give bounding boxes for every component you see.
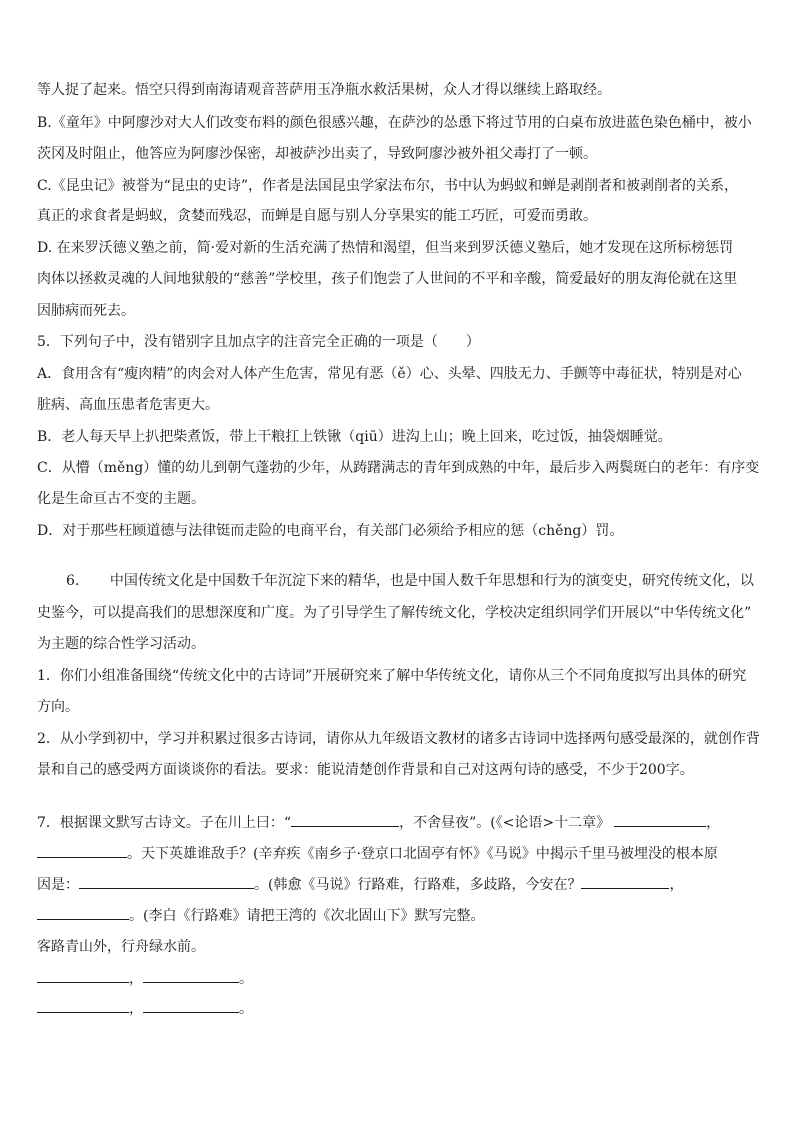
punctuation: 。 — [239, 971, 253, 987]
punctuation: ， — [129, 971, 143, 987]
q7-text: 。(韩愈《马说》行路难，行路难，多歧路，今安在？ — [254, 877, 582, 893]
poem-blank-line — [37, 998, 764, 1019]
option-a: A．食用含有“瘦肉精”的肉会对人体产生危害，常见有恶（ě）心、头晕、四肢无力、手颤等中毒征状，特别是对心 — [37, 366, 742, 382]
q7-text: ， — [706, 815, 721, 831]
text-line: 化是生命亘古不变的主题。 — [37, 491, 205, 507]
text-line: B.《童年》中阿廖沙对大人们改变布料的颜色很感兴趣，在萨沙的怂恿下将过节用的白桌布放进蓝色染色桶中，被小 — [37, 115, 752, 131]
answer-blank[interactable] — [37, 905, 129, 920]
q7-text: 7．根据课文默写古诗文。子在川上曰：“ — [37, 815, 292, 831]
answer-blank[interactable] — [37, 843, 127, 858]
text-line: D. 在来罗沃德义塾之前，简·爱对新的生活充满了热情和渴望，但当来到罗沃德义塾后，她才发现在这所标榜惩罚 — [37, 240, 734, 256]
text-line: 因肺病而死去。 — [37, 303, 135, 319]
option-b: B．老人每天早上扒把柴煮饭，带上干粮扛上铁锹（qiū）进沟上山；晚上回来，吃过饭，抽袋烟睡觉。 — [37, 429, 672, 445]
text-line: C.《昆虫记》被誉为“昆虫的史诗”，作者是法国昆虫学家法布尔，书中认为蚂蚁和蝉是剥削者和被剥削者的关系， — [37, 178, 738, 194]
text-line: 景和自己的感受两方面谈谈你的看法。要求：能说清楚创作背景和自己对这两句诗的感受，不少于200字。 — [37, 762, 694, 778]
sub-question-2: 2．从小学到初中，学习并积累过很多古诗词，请你从九年级语文教材的诸多古诗词中选择两句感受最深的，就创作背 — [37, 731, 760, 747]
text-line — [37, 905, 764, 926]
q7-text: 。天下英雄谁敌手？(辛弃疾《南乡子·登京口北固亭有怀》《马说》中揭示千里马被埋没的根本原 — [127, 846, 718, 862]
answer-blank[interactable] — [37, 998, 129, 1013]
punctuation: ， — [129, 1001, 143, 1017]
text-line: 方向。 — [37, 699, 79, 715]
text-line: 为主题的综合性学习活动。 — [37, 636, 205, 652]
answer-blank[interactable] — [614, 812, 706, 827]
text-line: 等人捉了起来。悟空只得到南海请观音菩萨用玉净瓶水救活果树，众人才得以继续上路取经。 — [37, 82, 611, 98]
text-line: 茨冈及时阻止，他答应为阿廖沙保密，却被萨沙出卖了，导致阿廖沙被外祖父毒打了一顿。 — [37, 146, 597, 162]
q7-text: ， — [669, 877, 684, 893]
answer-blank[interactable] — [79, 874, 254, 889]
answer-blank[interactable] — [291, 812, 399, 827]
answer-blank[interactable] — [143, 968, 239, 983]
sub-question-1: 1．你们小组准备围绕“传统文化中的古诗词”开展研究来了解中华传统文化，请你从三个不同角度拟写出具体的研究 — [37, 668, 747, 684]
option-c: C．从懵（měng）懂的幼儿到朝气蓬勃的少年，从踌躇满志的青年到成熟的中年，最后步入两鬓斑白的老年：有序变 — [37, 460, 760, 476]
poem-blank-line — [37, 968, 764, 989]
answer-blank[interactable] — [143, 998, 239, 1013]
punctuation: 。 — [239, 1001, 253, 1017]
text-line: 史鉴今，可以提高我们的思想深度和广度。为了引导学生了解传统文化，学校决定组织同学们开展以“中华传统文化” — [37, 605, 752, 621]
text-line — [37, 843, 764, 864]
q7-text: ，不舍昼夜”。(《<论语>十二章》 — [399, 815, 611, 831]
poem-line: 客路青山外，行舟绿水前。 — [37, 939, 205, 955]
q7-text: 。(李白《行路难》请把王湾的《次北固山下》默写完整。 — [129, 908, 485, 924]
text-line: 肉体以拯救灵魂的人间地狱般的“慈善”学校里，孩子们饱尝了人世间的不平和辛酸，简爱最好的朋友海伦就在这里 — [37, 271, 738, 287]
question-7 — [37, 812, 764, 833]
text-line: 脏病、高血压患者危害更大。 — [37, 397, 219, 413]
text-line — [37, 874, 764, 895]
text-line: 真正的求食者是蚂蚁，贪婪而残忍，而蝉是自愿与别人分享果实的能工巧匠，可爱而勇敢。 — [37, 208, 597, 224]
answer-blank[interactable] — [37, 968, 129, 983]
option-d: D．对于那些枉顾道德与法律铤而走险的电商平台，有关部门必须给予相应的惩（chěng）罚。 — [37, 523, 624, 539]
question-5: 5．下列句子中，没有错别字且加点字的注音完全正确的一项是（ ） — [37, 334, 480, 350]
q7-text: 因是： — [37, 877, 79, 893]
answer-blank[interactable] — [581, 874, 669, 889]
question-6: 6． 中国传统文化是中国数千年沉淀下来的精华，也是中国人数千年思想和行为的演变史，研究传统文化，以 — [66, 573, 754, 589]
